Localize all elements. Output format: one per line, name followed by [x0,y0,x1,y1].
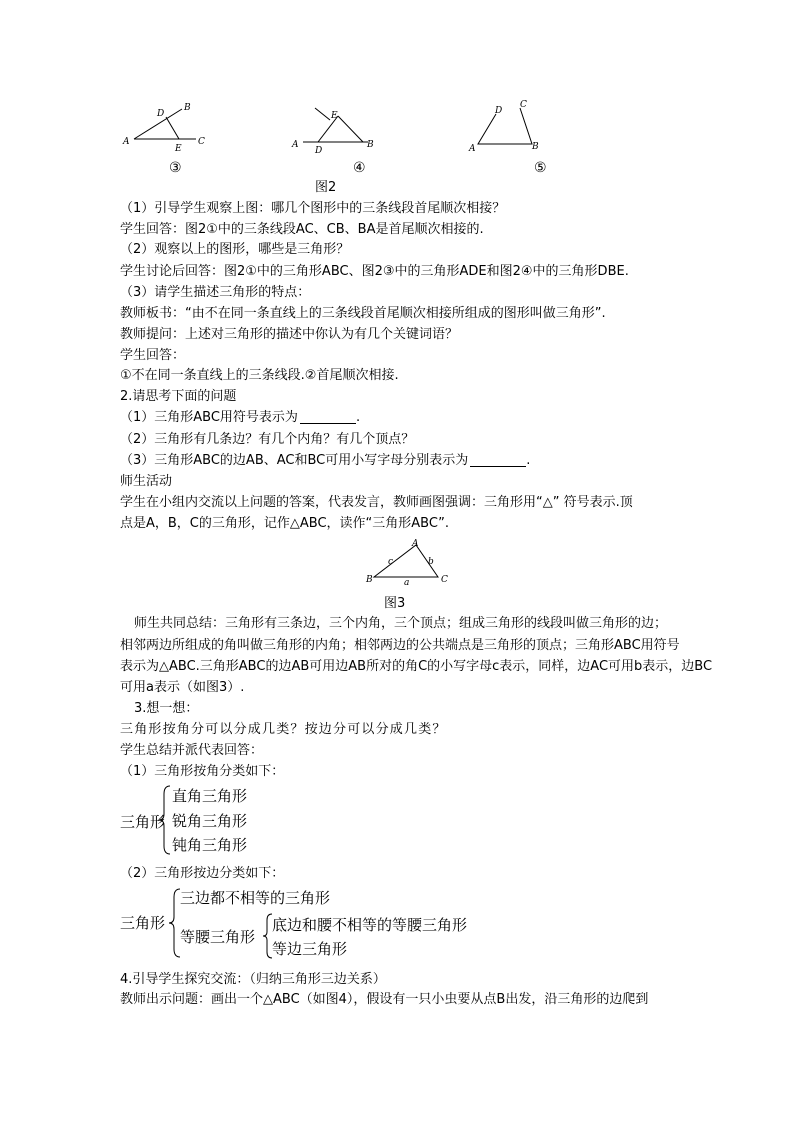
student-summary: 学生总结并派代表回答： [120,743,264,758]
fig2-sub4-label-b: B [367,140,374,150]
fig2-sub4-label-d: D [315,146,323,156]
fig2-sub5-number: ⑤ [534,160,547,176]
explore-heading: 4.引导学生探究交流：（归纳三角形三边关系） [120,972,386,987]
text-line-9: ①不在同一条直线上的三条线段.②首尾顺次相接. [120,368,399,383]
text-line-12: （2）三角形有几条边？有几个内角？有几个顶点？ [120,432,415,447]
fig2-sub4-label-a: A [292,140,299,150]
text-line-3: （2）观察以上的图形，哪些是三角形？ [120,242,350,257]
summary-line-2: 相邻两边所组成的角叫做三角形的内角；相邻两边的公共端点是三角形的顶点；三角形ABC用符号 [120,638,680,653]
text-line-8: 学生回答： [120,348,186,363]
fig2-sub4-number: ④ [353,160,366,176]
figure-3-caption: 图3 [384,596,406,611]
fig3-label-c: c [388,557,394,567]
angle-class-item-right: 直角三角形 [172,787,248,805]
side-class-isosceles-unequal: 底边和腰不相等的等腰三角形 [272,916,468,934]
question-1-text: （1）三角形ABC用符号表示为 [120,410,298,425]
fig2-sub4-label-e: E [331,111,338,121]
text-line-11 [120,408,360,428]
fig2-sub3-number: ③ [169,160,182,176]
angle-class-brace [158,784,172,856]
fig2-sub5-label-b: B [532,142,539,152]
text-line-4: 学生讨论后回答：图2①中的三角形ABC、图2③中的三角形ADE和图2④中的三角形DBE. [120,264,629,279]
text-line-10: 2.请思考下面的问题 [120,389,237,404]
fig3-label-a: a [404,578,410,588]
question-1-end: . [355,410,361,425]
text-line-6: 教师板书：“由不在同一条直线上的三条线段首尾顺次相接所组成的图形叫做三角形”. [120,306,606,321]
text-line-5: （3）请学生描述三角形的特点： [120,285,311,300]
text-line-1: （1）引导学生观察上图：哪几个图形中的三条线段首尾顺次相接？ [120,201,506,216]
summary-line-3: 表示为△ABC.三角形ABC的边AB可用边AB所对的角C的小写字母c表示，同样，边AC可用b表示，边BC [120,659,713,674]
side-class-root: 三角形 [120,914,166,932]
side-class-scalene: 三边都不相等的三角形 [180,889,331,907]
angle-class-heading: （1）三角形按角分类如下： [120,764,285,779]
fig2-sub5-label-a: A [469,144,476,154]
fig2-sub5-label-d: D [495,106,503,116]
fig2-sub3-label-a: A [123,137,130,147]
fig3-label-B: B [366,575,373,585]
angle-class-item-acute: 锐角三角形 [172,812,248,830]
summary-line-4: 可用a表示（如图3）. [120,680,245,695]
answer-blank-2 [470,452,526,467]
angle-class-root: 三角形 [120,813,166,831]
figure-2-caption: 图2 [315,180,337,195]
angle-class-item-obtuse: 钝角三角形 [172,836,248,854]
fig3-label-A: A [412,539,419,549]
text-line-14: 师生活动 [120,474,173,489]
fig2-sub3-label-d: D [157,109,165,119]
fig2-sub3-label-b: B [184,103,191,113]
fig2-sub3-label-c: C [198,137,205,147]
teacher-question: 教师出示问题：画出一个△ABC（如图4），假设有一只小虫要从点B出发，沿三角形的边爬到 [120,992,649,1007]
fig3-label-C: C [441,575,448,585]
text-line-13 [120,451,530,471]
think-question: 三角形按角分可以分成几类？按边分可以分成几类？ [120,722,447,737]
text-line-16: 点是A，B，C的三角形，记作△ABC，读作“三角形ABC”. [120,516,450,531]
fig3-label-b: b [428,557,434,567]
side-class-equilateral: 等边三角形 [272,940,348,958]
think-heading: 3.想一想： [134,701,199,716]
side-class-isosceles: 等腰三角形 [180,928,256,946]
text-line-15: 学生在小组内交流以上问题的答案，代表发言，教师画图强调：三角形用“△” 符号表示.顶 [120,495,633,510]
answer-blank-1 [300,409,356,424]
text-line-7: 教师提问：上述对三角形的描述中你认为有几个关键词语？ [120,327,459,342]
summary-line-1: 师生共同总结：三角形有三条边，三个内角，三个顶点；组成三角形的线段叫做三角形的边； [134,616,668,631]
fig2-sub5-label-c: C [520,100,527,110]
side-class-heading: （2）三角形按边分类如下： [120,866,285,881]
fig2-sub3-label-e: E [175,144,182,154]
text-line-2: 学生回答：图2①中的三条线段AC、CB、BA是首尾顺次相接的. [120,222,484,237]
question-3-end: . [526,453,531,468]
question-3-text: （3）三角形ABC的边AB、AC和BC可用小写字母分别表示为 [120,453,469,468]
